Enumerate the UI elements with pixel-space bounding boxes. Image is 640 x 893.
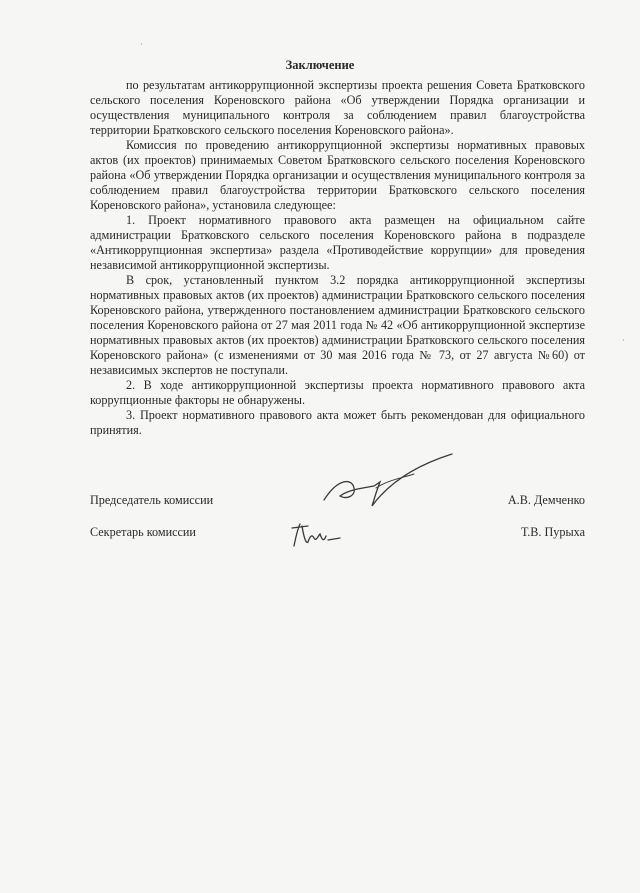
paragraph-item-1: 1. Проект нормативного правового акта размещен на официальном сайте администрации Братковского сельского поселения Кореновского района в подразделе «Антикоррупционная экспертиза» раздела «Противодействие коррупции» для проведения независимой антикоррупционной экспертизы. (90, 213, 585, 272)
scan-speck: · (622, 336, 625, 345)
document-title: Заключение (285, 58, 355, 72)
chair-handwritten-signature (318, 448, 458, 512)
secretary-handwritten-signature (288, 518, 344, 552)
paragraph-deadline: В срок, установленный пунктом 3.2 порядка антикоррупционной экспертизы нормативных правовых актов (их проектов) администрации Братковского сельского поселения Кореновского района, утвержденного постановлением администрации Братковского сельского поселения Кореновского района от 27 мая 2011 года № 42 «Об антикоррупционной экспертизе нормативных правовых актов (их проектов) администрации Братковского сельского поселения Кореновского района» (с изменениями от 30 мая 2016 года № 73, от 27 августа №60) от независимых экспертов не поступали. (90, 273, 585, 377)
paragraph-intro: по результатам антикоррупционной экспертизы проекта решения Совета Братковского сельского поселения Кореновского района «Об утверждении Порядка организации и осуществления муниципального контроля за соблюдением правил благоустройства территории Братковского сельского поселения Кореновского района». (90, 78, 585, 137)
secretary-role: Секретарь комиссии (90, 525, 196, 539)
paragraph-item-3: 3. Проект нормативного правового акта может быть рекомендован для официального принятия. (90, 408, 585, 437)
paragraph-item-2: 2. В ходе антикоррупционной экспертизы проекта нормативного правового акта коррупционные факторы не обнаружены. (90, 378, 585, 407)
scan-speck: · (140, 40, 143, 49)
secretary-name: Т.В. Пурыха (520, 525, 585, 539)
paragraph-commission: Комиссия по проведению антикоррупционной экспертизы нормативных правовых актов (их проектов) принимаемых Советом Братковского сельского поселения Кореновского района «Об утверждении Порядка организации и осуществления муниципального контроля за соблюдением правил благоустройства территории Братковского сельского поселения Кореновского района», установила следующее: (90, 138, 585, 212)
chair-role: Председатель комиссии (90, 493, 214, 507)
chair-name: А.В. Демченко (507, 493, 585, 507)
document-body (90, 78, 585, 438)
